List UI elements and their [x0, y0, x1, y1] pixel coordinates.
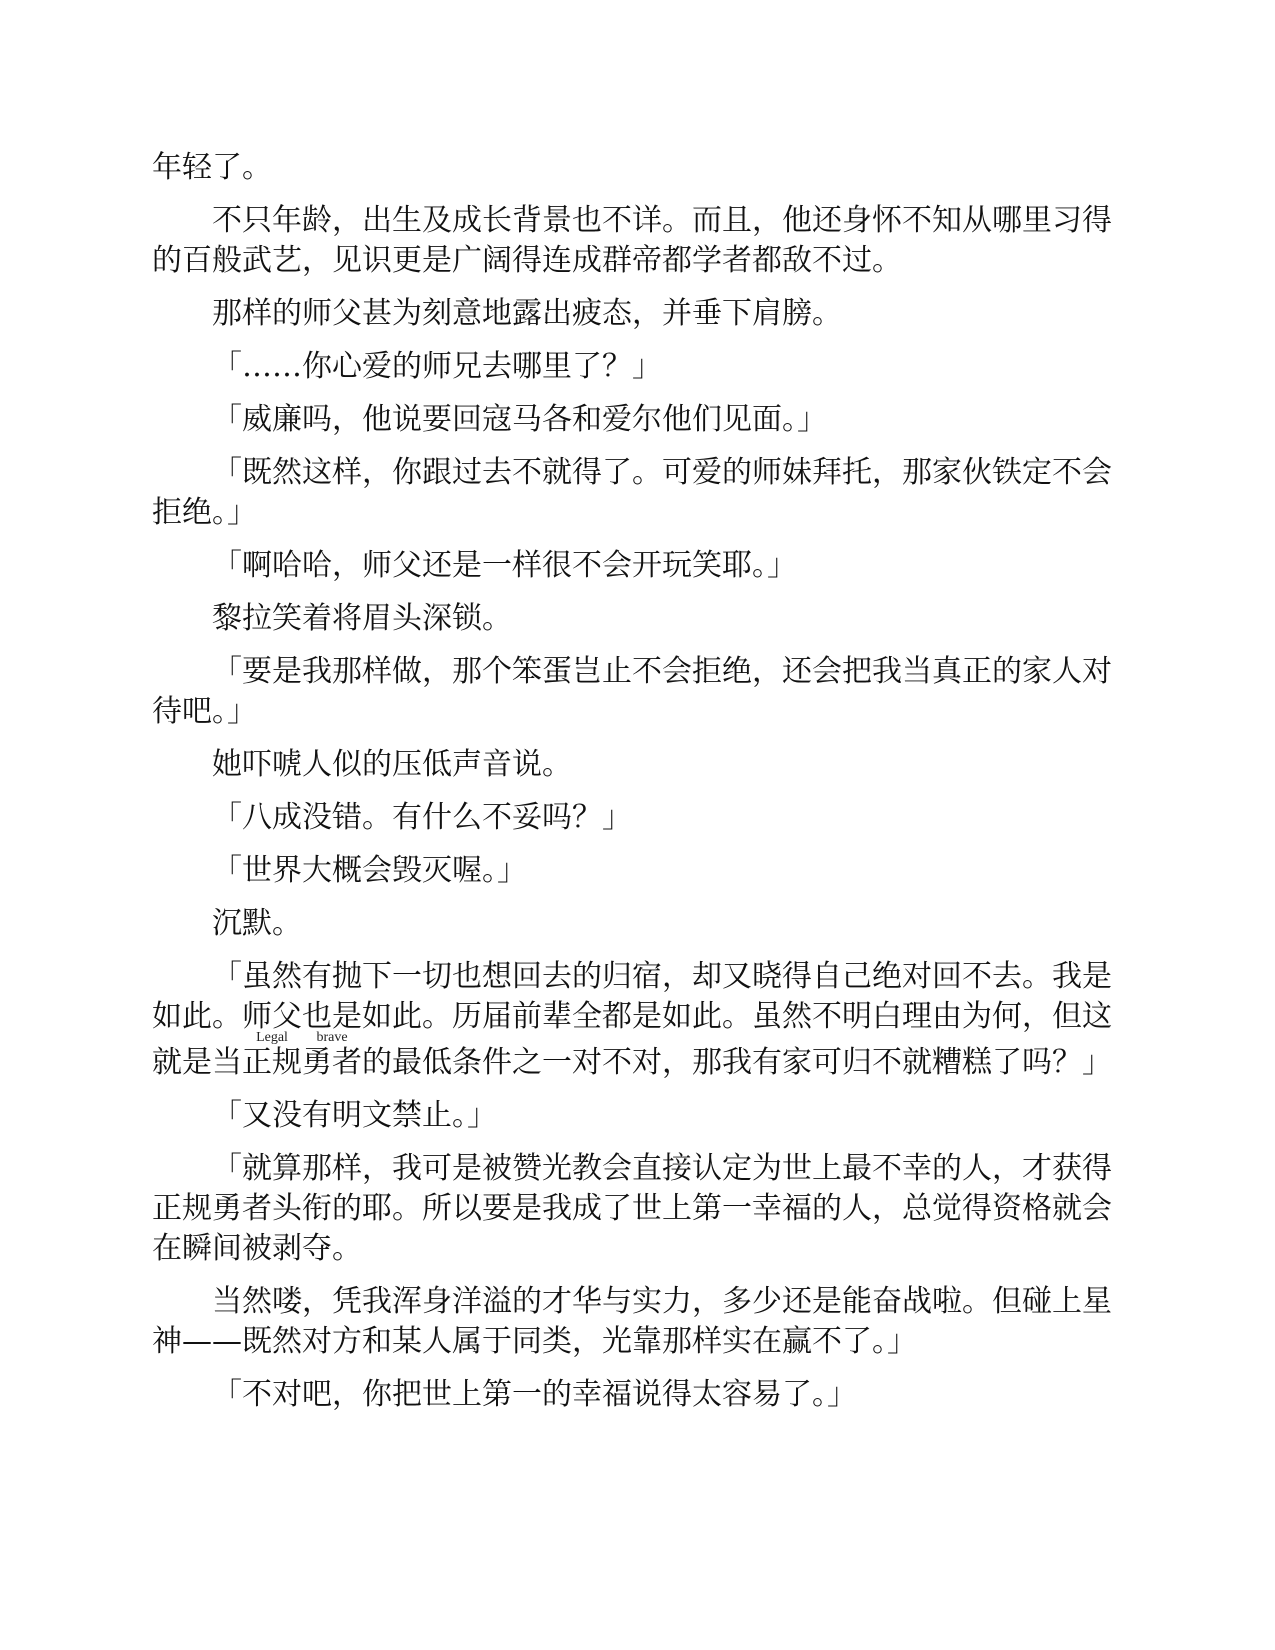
dialogue-line: 「……你心爱的师兄去哪里了？」 [212, 349, 662, 384]
dialogue-line: 「啊哈哈，师父还是一样很不会开玩笑耶。」 [212, 548, 797, 583]
paragraph: 年轻了。 [152, 150, 272, 185]
ruby-brave-text: brave [302, 1030, 362, 1045]
ruby-brave-base: 勇者 [302, 1045, 362, 1080]
ruby-legal-base: 正规 [242, 1045, 302, 1080]
paragraph: 沉默。 [212, 906, 302, 941]
ruby-brave [302, 1030, 362, 1080]
document-page [152, 148, 1120, 1428]
dialogue-line: 当然喽，凭我浑身洋溢的才华与实力，多少还是能奋战啦。但碰上星神——既然对方和某人属于同类，光靠那样实在赢不了。」 [152, 1284, 1112, 1359]
dialogue-line: 「不对吧，你把世上第一的幸福说得太容易了。」 [212, 1377, 857, 1412]
ruby-legal [242, 1030, 302, 1080]
ruby-paragraph-before: 「虽然有抛下一切也想回去的归宿，却又晓得自己绝对回不去。我是如此。师父也是如此。历届前辈全都是如此。虽然不明白理由为何，但这就是当 [152, 959, 1112, 1080]
dialogue-line: 「世界大概会毁灭喔。」 [212, 853, 527, 888]
dialogue-line: 「威廉吗，他说要回寇马各和爱尔他们见面。」 [212, 402, 827, 437]
dialogue-line: 「既然这样，你跟过去不就得了。可爱的师妹拜托，那家伙铁定不会拒绝。」 [152, 455, 1112, 530]
paragraph: 那样的师父甚为刻意地露出疲态，并垂下肩膀。 [212, 296, 842, 331]
paragraph: 黎拉笑着将眉头深锁。 [212, 601, 512, 636]
dialogue-line: 「八成没错。有什么不妥吗？」 [212, 800, 632, 835]
paragraph: 不只年龄，出生及成长背景也不详。而且，他还身怀不知从哪里习得的百般武艺，见识更是广阔得连成群帝都学者都敌不过。 [152, 203, 1112, 278]
dialogue-line-with-ruby [152, 957, 1120, 1083]
paragraph: 她吓唬人似的压低声音说。 [212, 747, 572, 782]
dialogue-line: 「又没有明文禁止。」 [212, 1098, 497, 1133]
ruby-legal-text: Legal [242, 1030, 302, 1045]
dialogue-line: 「就算那样，我可是被赞光教会直接认定为世上最不幸的人，才获得正规勇者头衔的耶。所以要是我成了世上第一幸福的人，总觉得资格就会在瞬间被剥夺。 [152, 1151, 1112, 1266]
dialogue-line: 「要是我那样做，那个笨蛋岂止不会拒绝，还会把我当真正的家人对待吧。」 [152, 654, 1112, 729]
ruby-paragraph-after: 的最低条件之一对不对，那我有家可归不就糟糕了吗？」 [362, 1045, 1112, 1080]
